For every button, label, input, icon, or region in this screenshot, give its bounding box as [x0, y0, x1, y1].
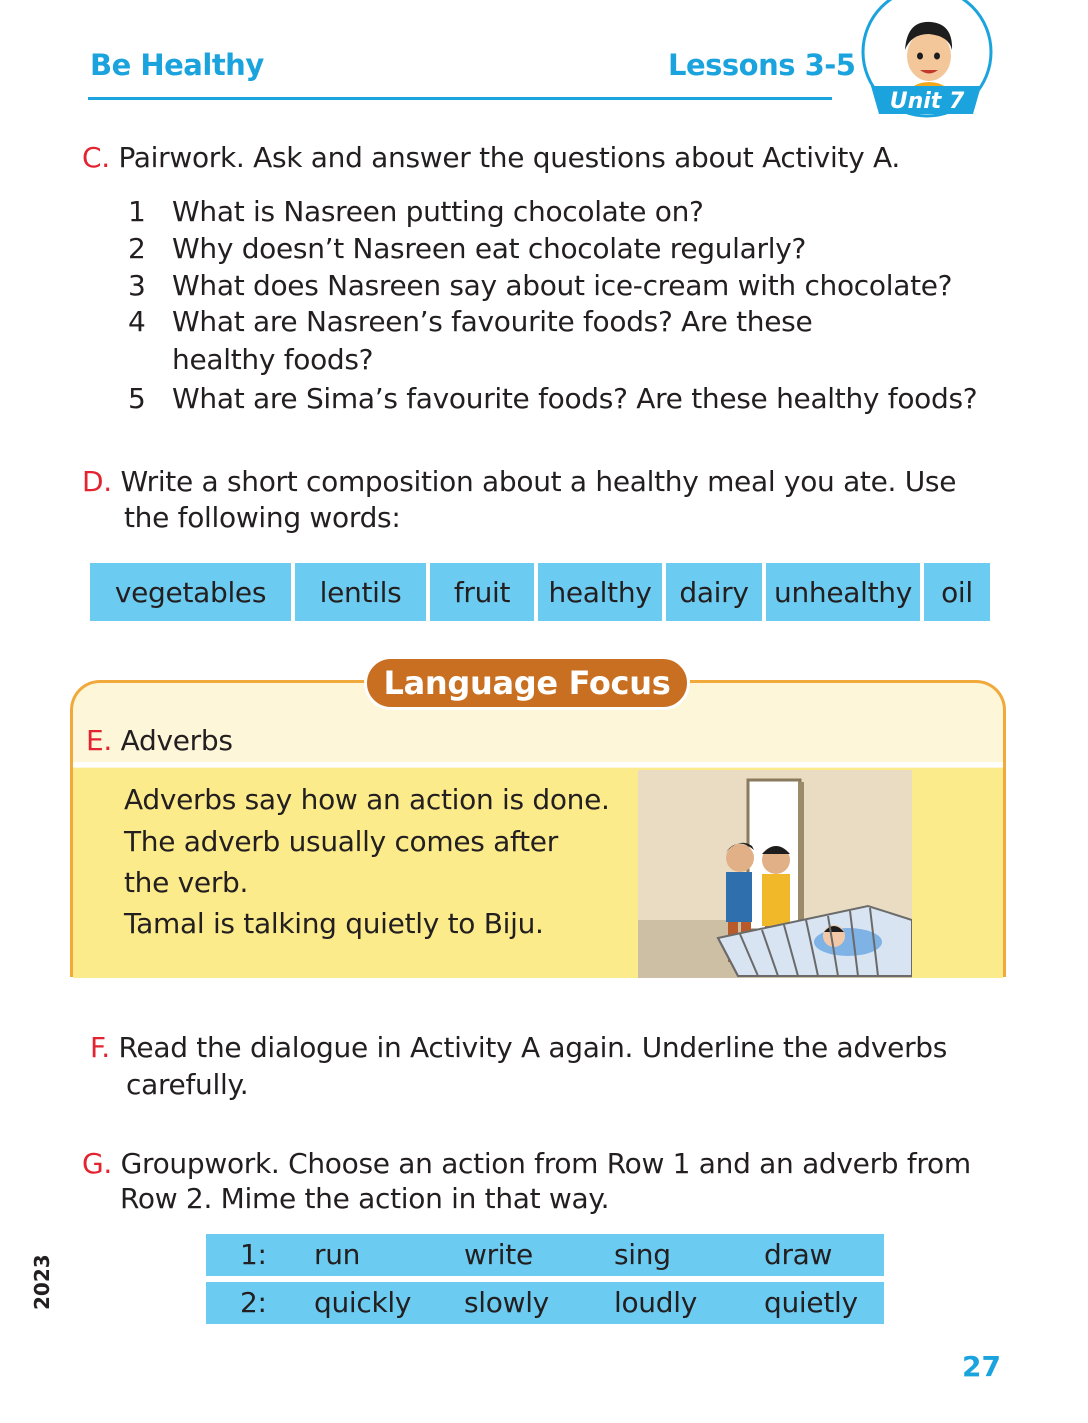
- section-e-letter: E.: [86, 724, 112, 757]
- action-cell: write: [464, 1238, 533, 1271]
- section-f-letter: F.: [90, 1031, 110, 1064]
- header-rule: [88, 97, 832, 100]
- adverb-cell: quickly: [314, 1286, 412, 1319]
- adverb-rule-line: The adverb usually comes after: [124, 825, 558, 858]
- question-2: [128, 231, 806, 267]
- word-box: healthy: [538, 563, 662, 621]
- action-cell: run: [314, 1238, 361, 1271]
- section-d-instruction: [82, 464, 956, 500]
- table-row: [206, 1282, 884, 1324]
- lessons-label: Lessons 3-5: [668, 48, 856, 82]
- section-f-line2: carefully.: [126, 1068, 249, 1101]
- row-label: 1:: [240, 1238, 267, 1271]
- question-text: What does Nasreen say about ice-cream with chocolate?: [172, 269, 953, 302]
- focus-divider: [73, 762, 1003, 767]
- table-row: [206, 1234, 884, 1276]
- unit-badge: [857, 0, 997, 130]
- word-box: lentils: [295, 563, 426, 621]
- question-3: [128, 268, 952, 304]
- adverb-example-line: Tamal is talking quietly to Biju.: [124, 907, 544, 940]
- section-e-text: Adverbs: [120, 724, 233, 757]
- question-5: [128, 381, 977, 417]
- year-label: 2023: [30, 1254, 54, 1310]
- section-g-instruction: [82, 1146, 971, 1182]
- section-c-instruction: [82, 140, 900, 176]
- question-number: 5: [128, 382, 146, 415]
- section-g-letter: G.: [82, 1147, 112, 1180]
- page-number: 27: [962, 1350, 1001, 1383]
- adverb-rule-line: the verb.: [124, 866, 249, 899]
- book-title: Be Healthy: [90, 48, 264, 82]
- row-label: 2:: [240, 1286, 267, 1319]
- section-g-line2: Row 2. Mime the action in that way.: [120, 1182, 610, 1215]
- question-number: 2: [128, 232, 146, 265]
- question-text: What are Sima’s favourite foods? Are these healthy foods?: [172, 382, 978, 415]
- word-box: oil: [924, 563, 990, 621]
- boys-by-crib-illustration: [638, 770, 912, 978]
- section-d-letter: D.: [82, 465, 112, 498]
- question-number: 1: [128, 195, 146, 228]
- word-bank: [90, 563, 990, 621]
- adverb-cell: slowly: [464, 1286, 549, 1319]
- section-f-instruction: [90, 1030, 947, 1066]
- adverbs-heading: [86, 724, 233, 758]
- question-number: 3: [128, 269, 146, 302]
- question-4: [128, 304, 812, 340]
- adverb-cell: quietly: [764, 1286, 858, 1319]
- adverb-cell: loudly: [614, 1286, 697, 1319]
- unit-label: Unit 7: [889, 89, 965, 114]
- section-f-line1: Read the dialogue in Activity A again. Underline the adverbs: [118, 1031, 948, 1064]
- section-g-line1: Groupwork. Choose an action from Row 1 and an adverb from: [120, 1147, 971, 1180]
- action-cell: sing: [614, 1238, 671, 1271]
- question-1: [128, 194, 704, 230]
- action-cell: draw: [764, 1238, 833, 1271]
- question-text: Why doesn’t Nasreen eat chocolate regularly?: [172, 232, 807, 265]
- question-number: 4: [128, 305, 146, 338]
- section-c-text: Pairwork. Ask and answer the questions about Activity A.: [118, 141, 900, 174]
- word-box: fruit: [430, 563, 534, 621]
- question-text: What is Nasreen putting chocolate on?: [172, 195, 704, 228]
- section-d-line1: Write a short composition about a healthy meal you ate. Use: [120, 465, 957, 498]
- adverb-rule-line: Adverbs say how an action is done.: [124, 783, 610, 816]
- section-d-line2: the following words:: [124, 501, 401, 534]
- language-focus-title: Language Focus: [364, 656, 690, 710]
- question-4-continued: healthy foods?: [172, 343, 374, 376]
- question-text: What are Nasreen’s favourite foods? Are these: [172, 305, 813, 338]
- word-box: unhealthy: [766, 563, 920, 621]
- section-c-letter: C.: [82, 141, 110, 174]
- word-box: vegetables: [90, 563, 291, 621]
- word-box: dairy: [666, 563, 762, 621]
